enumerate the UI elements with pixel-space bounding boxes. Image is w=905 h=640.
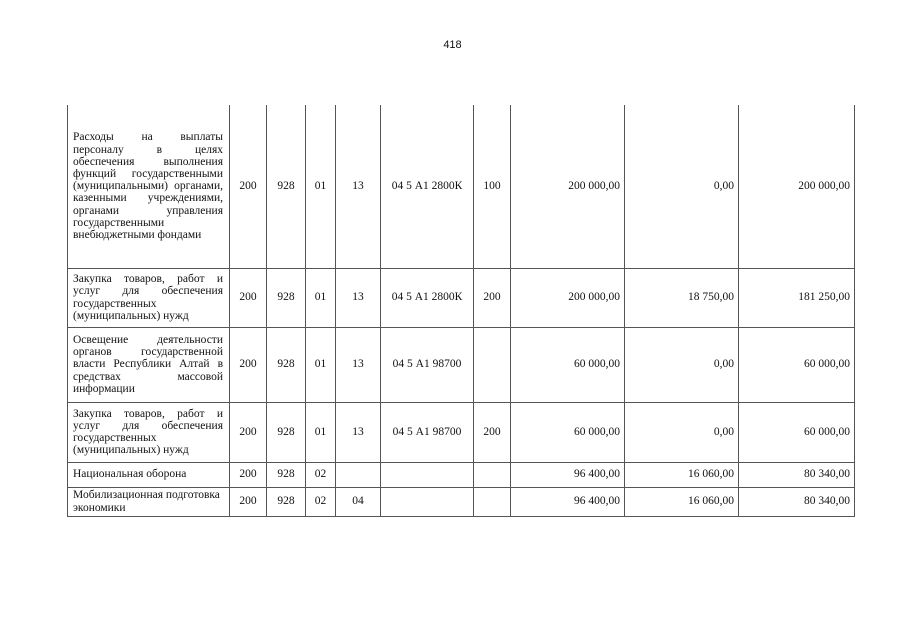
remaining-amount-cell: 200 000,00 [739,105,855,268]
executed-amount-cell: 16 060,00 [625,462,739,487]
page-number: 418 [443,39,462,51]
section-code-cell: 01 [306,268,336,327]
executed-amount-cell: 0,00 [625,327,739,402]
planned-amount-cell: 96 400,00 [511,487,625,516]
admin-code-cell: 200 [230,402,267,462]
expense-type-cell [474,462,511,487]
subsection-code-cell: 13 [336,268,381,327]
remaining-amount-cell: 80 340,00 [739,487,855,516]
expense-type-cell: 200 [474,268,511,327]
executed-amount-cell: 0,00 [625,105,739,268]
admin-code-cell: 200 [230,487,267,516]
planned-amount-cell: 60 000,00 [511,402,625,462]
row-name-cell: Освещение деятельности органов государственной власти Республики Алтай в средствах массовой информации [68,327,230,402]
section-code-cell: 01 [306,105,336,268]
row-name-cell: Мобилизационная подготовка экономики [68,487,230,516]
table-row [68,462,855,487]
executed-amount-cell: 18 750,00 [625,268,739,327]
department-code-cell: 928 [267,402,306,462]
row-name-cell: Национальная оборона [68,462,230,487]
remaining-amount-cell: 80 340,00 [739,462,855,487]
subsection-code-cell: 04 [336,487,381,516]
department-code-cell: 928 [267,462,306,487]
target-article-cell [381,487,474,516]
admin-code-cell: 200 [230,462,267,487]
target-article-cell: 04 5 А1 98700 [381,327,474,402]
subsection-code-cell [336,462,381,487]
admin-code-cell: 200 [230,268,267,327]
section-code-cell: 01 [306,327,336,402]
department-code-cell: 928 [267,327,306,402]
row-name-cell: Закупка товаров, работ и услуг для обеспечения государственных (муниципальных) нужд [68,268,230,327]
planned-amount-cell: 60 000,00 [511,327,625,402]
expense-type-cell: 100 [474,105,511,268]
budget-table [67,105,855,517]
target-article-cell: 04 5 А1 98700 [381,402,474,462]
expense-type-cell [474,327,511,402]
planned-amount-cell: 96 400,00 [511,462,625,487]
department-code-cell: 928 [267,268,306,327]
planned-amount-cell: 200 000,00 [511,268,625,327]
table-body [68,105,855,516]
row-name-cell: Расходы на выплаты персоналу в целях обеспечения выполнения функций государственными (муниципальными) органами, казенными учреждениями, органами управления государственными внебюджетными фондами [68,105,230,268]
planned-amount-cell: 200 000,00 [511,105,625,268]
table-row [68,487,855,516]
remaining-amount-cell: 181 250,00 [739,268,855,327]
section-code-cell: 02 [306,487,336,516]
section-code-cell: 02 [306,462,336,487]
department-code-cell: 928 [267,105,306,268]
target-article-cell: 04 5 А1 2800К [381,105,474,268]
subsection-code-cell: 13 [336,402,381,462]
department-code-cell: 928 [267,487,306,516]
expense-type-cell [474,487,511,516]
executed-amount-cell: 0,00 [625,402,739,462]
target-article-cell [381,462,474,487]
admin-code-cell: 200 [230,105,267,268]
remaining-amount-cell: 60 000,00 [739,402,855,462]
table-row [68,327,855,402]
subsection-code-cell: 13 [336,327,381,402]
remaining-amount-cell: 60 000,00 [739,327,855,402]
executed-amount-cell: 16 060,00 [625,487,739,516]
expense-type-cell: 200 [474,402,511,462]
table-row [68,268,855,327]
row-name-cell: Закупка товаров, работ и услуг для обеспечения государственных (муниципальных) нужд [68,402,230,462]
section-code-cell: 01 [306,402,336,462]
table-row [68,105,855,268]
subsection-code-cell: 13 [336,105,381,268]
admin-code-cell: 200 [230,327,267,402]
target-article-cell: 04 5 А1 2800К [381,268,474,327]
table-row [68,402,855,462]
